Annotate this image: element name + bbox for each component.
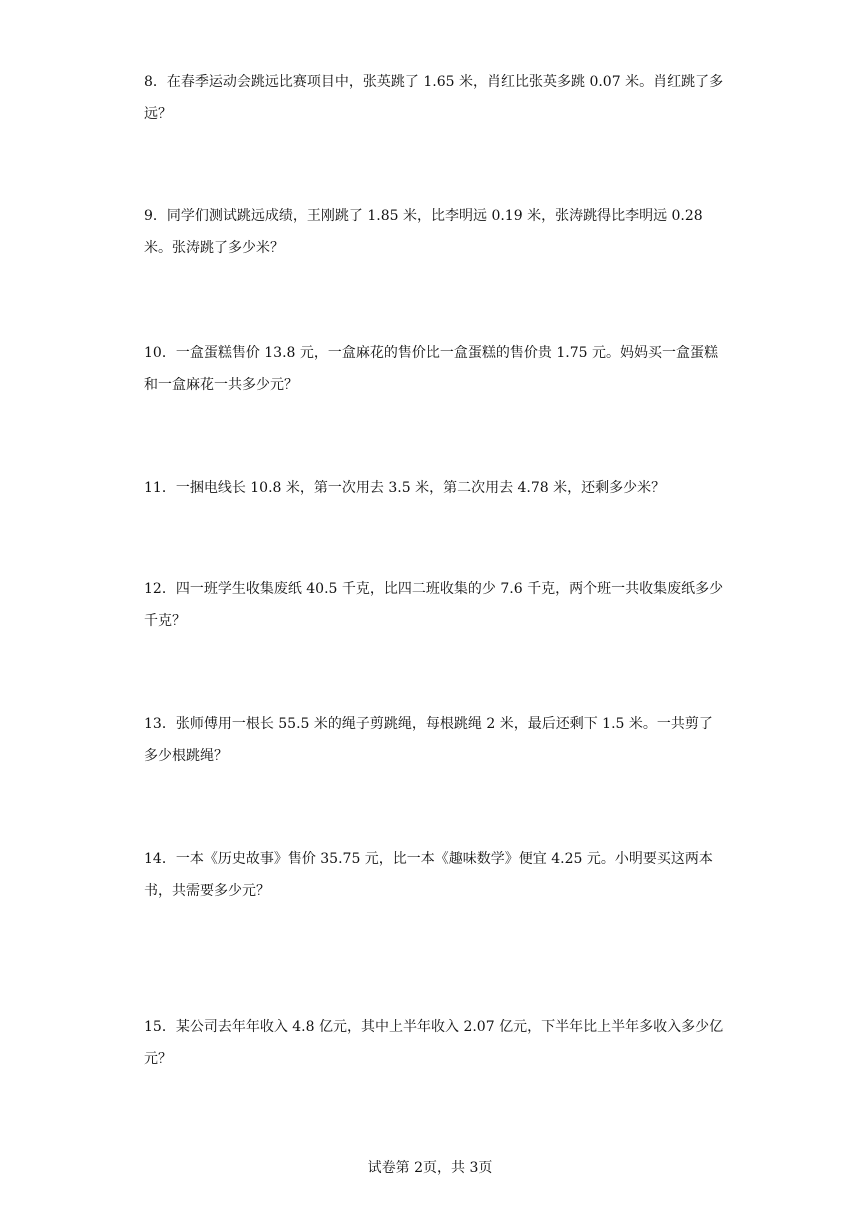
- question-text: 在春季运动会跳远比赛项目中，张英跳了 1.65 米，肖红比张英多跳 0.07 米。肖红跳了多远？: [144, 74, 724, 122]
- question-text: 某公司去年年收入 4.8 亿元，其中上半年收入 2.07 亿元，下半年比上半年多收入多少亿元？: [144, 1019, 724, 1067]
- question-text: 张师傅用一根长 55.5 米的绳子剪跳绳，每根跳绳 2 米，最后还剩下 1.5 米。一共剪了多少根跳绳？: [144, 716, 713, 764]
- question-number: 11．: [144, 480, 176, 496]
- page-footer: 试卷第 2页，共 3页: [367, 1160, 493, 1176]
- question-14: [144, 843, 724, 907]
- question-12: [144, 573, 724, 637]
- question-number: 8．: [144, 74, 167, 90]
- question-number: 14．: [144, 851, 176, 867]
- question-text: 一本《历史故事》售价 35.75 元，比一本《趣味数学》便宜 4.25 元。小明要买这两本书，共需要多少元？: [144, 851, 713, 899]
- question-number: 15．: [144, 1019, 176, 1035]
- question-text: 四一班学生收集废纸 40.5 千克，比四二班收集的少 7.6 千克，两个班一共收集废纸多少千克？: [144, 581, 724, 629]
- question-text: 一捆电线长 10.8 米，第一次用去 3.5 米，第二次用去 4.78 米，还剩多少米？: [175, 480, 666, 496]
- question-15: [144, 1011, 724, 1075]
- question-text: 同学们测试跳远成绩，王刚跳了 1.85 米，比李明远 0.19 米，张涛跳得比李明远 0.28 米。张涛跳了多少米？: [144, 208, 703, 256]
- question-13: [144, 708, 724, 772]
- question-8: [144, 66, 724, 130]
- question-text: 一盒蛋糕售价 13.8 元，一盒麻花的售价比一盒蛋糕的售价贵 1.75 元。妈妈买一盒蛋糕和一盒麻花一共多少元？: [144, 345, 718, 393]
- question-number: 12．: [144, 581, 176, 597]
- question-number: 13．: [144, 716, 176, 732]
- question-9: [144, 200, 724, 264]
- question-11: [144, 472, 724, 504]
- question-number: 10．: [144, 345, 176, 361]
- question-number: 9．: [144, 208, 167, 224]
- question-10: [144, 337, 724, 401]
